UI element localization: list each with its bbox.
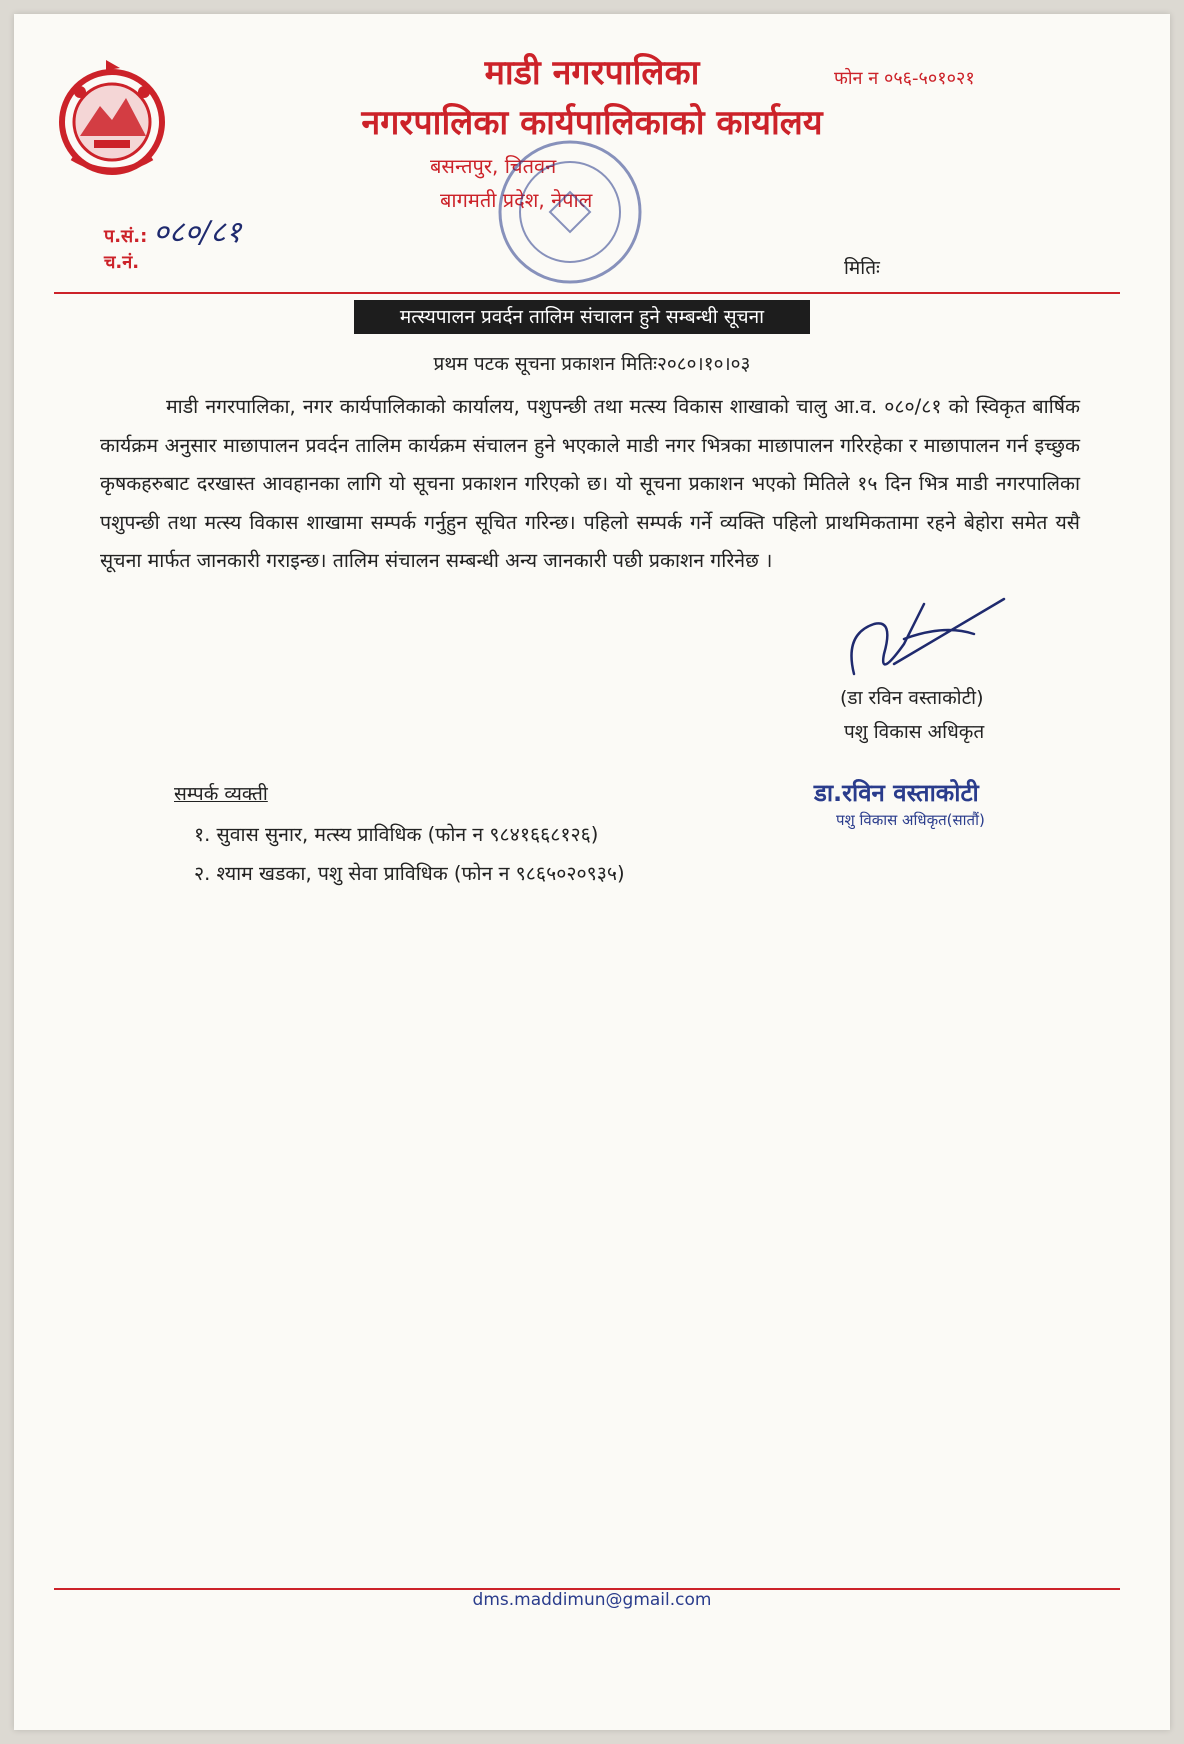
notice-subject: मत्स्यपालन प्रवर्दन तालिम संचालन हुने सम्बन्धी सूचना bbox=[354, 300, 810, 334]
address-line-2: बागमती प्रदेश, नेपाल bbox=[440, 188, 593, 212]
name-stamp: डा.रविन वस्ताकोटी bbox=[814, 779, 979, 807]
office-name: नगरपालिका कार्यपालिकाको कार्यालय bbox=[361, 103, 823, 143]
contact-list bbox=[194, 820, 625, 898]
reference-label: प.सं.: bbox=[104, 226, 148, 247]
signatory-title: पशु विकास अधिकृत bbox=[844, 721, 985, 743]
reference-number bbox=[104, 210, 241, 251]
municipality-name: माडी नगरपालिका bbox=[484, 53, 700, 93]
address-line-1: बसन्तपुर, चितवन bbox=[430, 154, 557, 178]
list-item: १. सुवास सुनार, मत्स्य प्राविधिक (फोन न ९८४१६६८१२६) bbox=[194, 823, 599, 846]
phone-number: फोन न ०५६-५०१०२१ bbox=[834, 68, 975, 89]
signatory-name: (डा रविन वस्ताकोटी) bbox=[840, 687, 984, 709]
reference-value: ०८०/८१ bbox=[153, 215, 242, 250]
office-seal-stamp-icon bbox=[490, 132, 650, 292]
name-stamp-title: पशु विकास अधिकृत(सातौं) bbox=[836, 811, 985, 829]
footer-email: dms.maddimun@gmail.com bbox=[472, 1590, 712, 1610]
notice-body: माडी नगरपालिका, नगर कार्यपालिकाको कार्यालय, पशुपन्छी तथा मत्स्य विकास शाखाको चालु आ.व. ०८०/८१ को स्विकृत बार्षिक कार्यक्रम अनुसार माछापालन प्रवर्दन तालिम कार्यक्रम संचालन हुने भएकाले माडी नगर भित्रका माछापालन गरिरहेका र माछापालन गर्न इच्छुक कृषकहरुबाट दरखास्त आवहानका लागि यो सूचना प्रकाशन गरिएको छ। यो सूचना प्रकाशन भएको मितिले १५ दिन भित्र माडी नगरपालिका पशुपन्छी तथा मत्स्य विकास शाखामा सम्पर्क गर्नुहुन सूचित गरिन्छ। पहिलो सम्पर्क गर्ने व्यक्ति पहिलो प्राथमिकतामा रहने बेहोरा समेत यसै सूचना मार्फत जानकारी गराइन्छ। तालिम संचालन सम्बन्धी अन्य जानकारी पछी प्रकाशन गरिनेछ । bbox=[100, 395, 1080, 572]
publication-date: प्रथम पटक सूचना प्रकाशन मितिः२०८०।१०।०३ bbox=[433, 353, 751, 375]
header-divider bbox=[54, 292, 1120, 294]
date-label: मितिः bbox=[844, 257, 880, 279]
list-item: २. श्याम खडका, पशु सेवा प्राविधिक (फोन न ९८६५०२०९३५) bbox=[194, 862, 625, 885]
dispatch-number-label: च.नं. bbox=[104, 252, 140, 273]
document-page bbox=[14, 14, 1170, 1730]
handwritten-signature bbox=[834, 594, 1034, 684]
contact-heading: सम्पर्क व्यक्ती bbox=[174, 783, 268, 805]
